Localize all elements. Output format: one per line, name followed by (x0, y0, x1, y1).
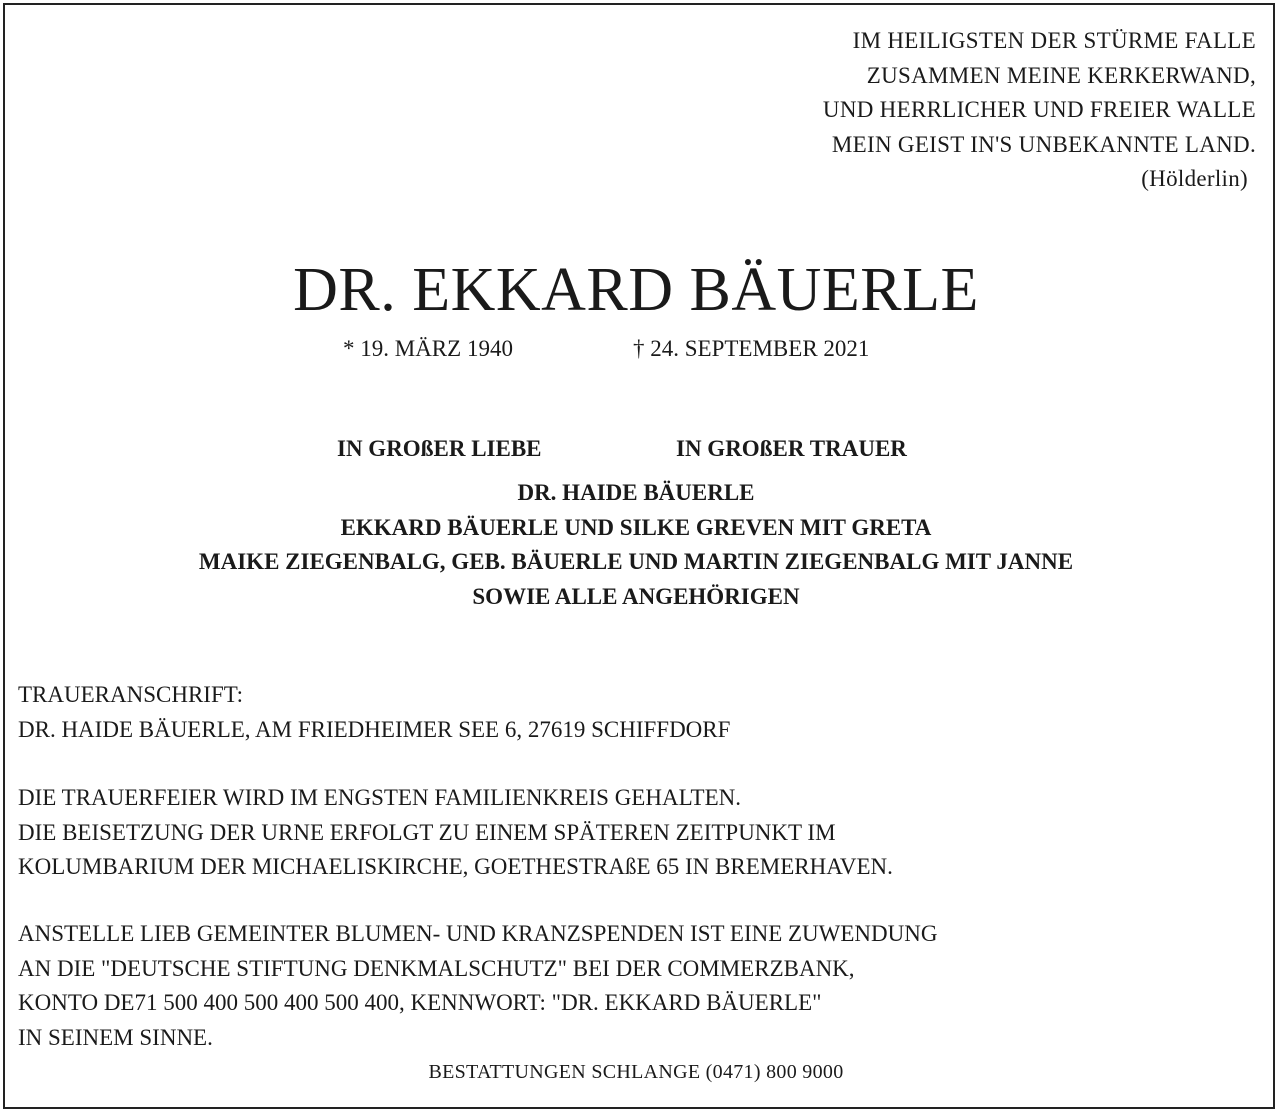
mourner-line: MAIKE ZIEGENBALG, GEB. BÄUERLE UND MARTIN ZIEGENBALG MIT JANNE (198, 549, 1074, 574)
poem-line: IM HEILIGSTEN DER STÜRME FALLE (852, 28, 1256, 53)
poem-author: (Hölderlin) (1141, 166, 1248, 191)
mourner-line: SOWIE ALLE ANGEHÖRIGEN (472, 583, 800, 609)
mourner-line: DR. HAIDE BÄUERLE (517, 480, 755, 505)
birth-date: * 19. MÄRZ 1940 (343, 336, 513, 361)
donation-line: IN SEINEM SINNE. (18, 1024, 213, 1050)
poem-line: MEIN GEIST IN'S UNBEKANNTE LAND. (831, 131, 1256, 157)
in-love-label: IN GROßER LIEBE (337, 436, 542, 461)
ceremony-line: KOLUMBARIUM DER MICHAELISKIRCHE, GOETHESTRAßE 65 IN BREMERHAVEN. (18, 854, 893, 879)
in-grief-label: IN GROßER TRAUER (676, 436, 907, 461)
deceased-name: DR. EKKARD BÄUERLE (293, 256, 979, 324)
ceremony-line: DIE TRAUERFEIER WIRD IM ENGSTEN FAMILIENKREIS GEHALTEN. (18, 785, 741, 810)
donation-line: KONTO DE71 500 400 500 400 500 400, KENNWORT: "DR. EKKARD BÄUERLE" (18, 990, 822, 1015)
poem-line: ZUSAMMEN MEINE KERKERWAND, (866, 62, 1256, 88)
donation-line: AN DIE "DEUTSCHE STIFTUNG DENKMALSCHUTZ" BEI DER COMMERZBANK, (18, 955, 855, 981)
address-label: TRAUERANSCHRIFT: (18, 682, 244, 707)
death-date: † 24. SEPTEMBER 2021 (633, 336, 870, 361)
funeral-home-footer: BESTATTUNGEN SCHLANGE (0471) 800 9000 (428, 1061, 844, 1083)
mourners-list (0, 476, 1272, 614)
mourner-line: EKKARD BÄUERLE UND SILKE GREVEN MIT GRETA (340, 514, 932, 540)
donation-line: ANSTELLE LIEB GEMEINTER BLUMEN- UND KRANZSPENDEN IST EINE ZUWENDUNG (18, 921, 938, 946)
donation-notice (18, 917, 937, 1055)
poem-quote (823, 24, 1256, 197)
poem-line: UND HERRLICHER UND FREIER WALLE (822, 97, 1256, 122)
ceremony-line: DIE BEISETZUNG DER URNE ERFOLGT ZU EINEM SPÄTEREN ZEITPUNKT IM (18, 819, 836, 845)
address-line: DR. HAIDE BÄUERLE, AM FRIEDHEIMER SEE 6, 27619 SCHIFFDORF (18, 716, 731, 742)
mourning-address (18, 678, 730, 747)
ceremony-notice (18, 781, 893, 885)
